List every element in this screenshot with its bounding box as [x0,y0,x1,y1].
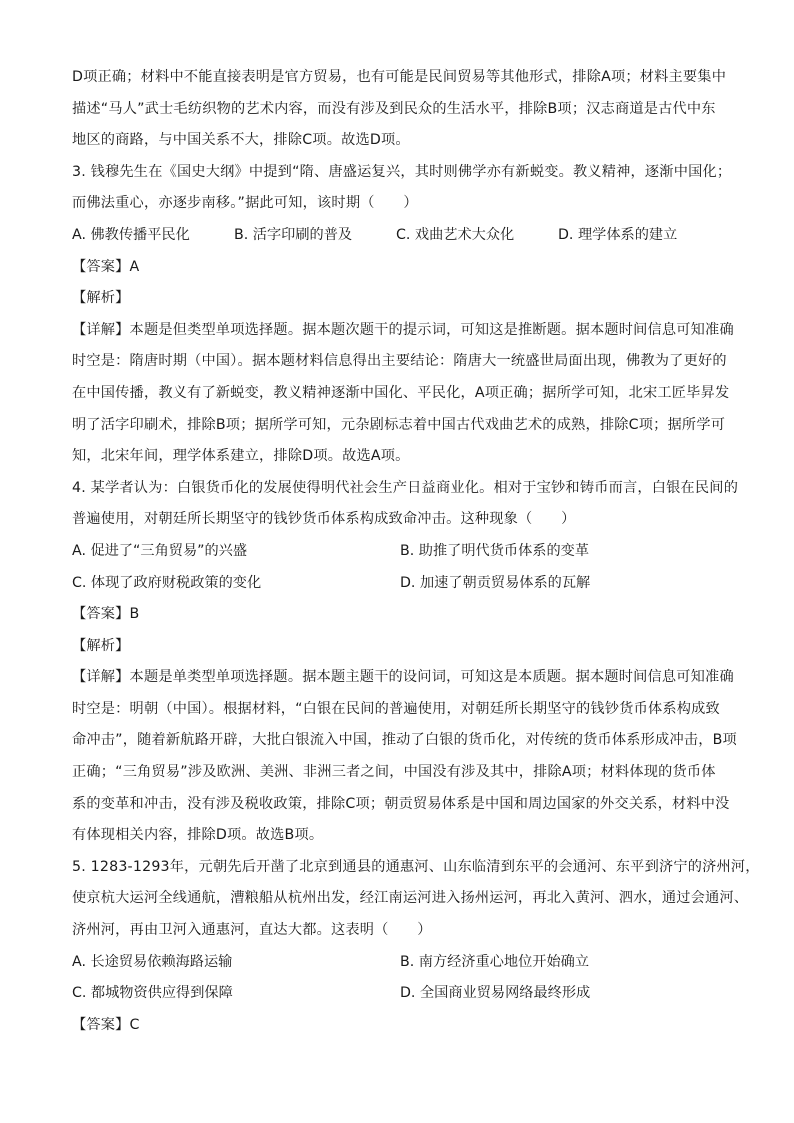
analysis-label: 【解析】 [72,290,130,307]
option-d: D. 加速了朝贡贸易体系的瓦解 [400,574,591,591]
question-4-stem: 4. 某学者认为：白银货币化的发展使得明代社会生产日益商业化。相对于宝钞和铸币而言，白银在民间的 [72,479,739,496]
answer-label: 【答案】B [72,606,140,623]
question-5-options-row [72,947,732,979]
text-line: D项正确；材料中不能直接表明是官方贸易，也有可能是民间贸易等其他形式，排除A项；材料主要集中 [72,69,727,85]
document-page [72,62,760,1041]
option-b: B. 助推了明代货币体系的变革 [400,542,590,559]
option-a: A. 佛教传播平民化 [72,226,190,243]
question-5-stem: 济州河，再由卫河入通惠河，直达大都。这表明（ ） [72,922,432,939]
analysis-line: 知，北宋年间，理学体系建立，排除D项。故选A项。 [72,448,410,465]
option-b: B. 活字印刷的普及 [234,226,353,243]
option-c: C. 体现了政府财税政策的变化 [72,574,262,591]
analysis-line: 时空是：隋唐时期（中国）。据本题材料信息得出主要结论：隋唐大一统盛世局面出现，佛教为了更好的 [72,353,727,370]
analysis-line: 时空是：明朝（中国）。根据材料，“白银在民间的普遍使用，对朝廷所长期坚守的钱钞货币体系构成致 [72,700,720,717]
option-c: C. 都城物资供应得到保障 [72,985,233,1002]
analysis-line: 明了活字印刷术，排除B项；据所学可知，元杂剧标志着中国古代戏曲艺术的成熟，排除C项；据所学可 [72,416,726,433]
text-line: 地区的商路，与中国关系不大，排除C项。故选D项。 [72,132,410,149]
question-4-options-row [72,568,732,600]
option-c: C. 戏曲艺术大众化 [396,226,515,243]
analysis-line: 正确；“三角贸易”涉及欧洲、美洲、非洲三者之间，中国没有涉及其中，排除A项；材料体现的货币体 [72,764,716,781]
question-4-options-row [72,536,732,568]
question-3-stem: 3. 钱穆先生在《国史大纲》中提到“隋、唐盛运复兴，其时则佛学亦有新蜕变。教义精神，逐渐中国化； [72,163,732,180]
question-3-stem: 而佛法重心，亦逐步南移。”据此可知，该时期（ ） [72,195,418,212]
text-line: 描述“马人”武士毛纺织物的艺术内容，而没有涉及到民众的生活水平，排除B项；汉志商道是古代中东 [72,100,716,117]
question-3-options [72,220,732,252]
option-b: B. 南方经济重心地位开始确立 [400,953,590,970]
analysis-line: 系的变革和冲击，没有涉及税收政策，排除C项；朝贡贸易体系是中国和周边国家的外交关系，材料中没 [72,795,730,812]
analysis-line: 【详解】本题是单类型单项选择题。据本题主题干的设问词，可知这是本质题。据本题时间信息可知准确 [72,669,734,686]
question-5-stem: 5. 1283-1293年，元朝先后开凿了北京到通县的通惠河、山东临清到东平的会通河、东平到济宁的济州河， [72,858,760,875]
analysis-line: 命冲击”，随着新航路开辟，大批白银流入中国，推动了白银的货币化，对传统的货币体系形成冲击，B项 [72,732,737,749]
question-5-stem: 使京杭大运河全线通航，漕粮船从杭州出发，经江南运河进入扬州运河，再北入黄河、泗水，通过会通河、 [72,890,749,907]
option-d: D. 全国商业贸易网络最终形成 [400,985,591,1002]
option-d: D. 理学体系的建立 [558,226,678,243]
analysis-line: 【详解】本题是但类型单项选择题。据本题次题干的提示词，可知这是推断题。据本题时间信息可知准确 [72,321,734,338]
analysis-line: 在中国传播，教义有了新蜕变，教义精神逐渐中国化、平民化，A项正确；据所学可知，北宋工匠毕昇发 [72,384,730,401]
analysis-line: 有体现相关内容，排除D项。故选B项。 [72,827,324,844]
option-a: A. 长途贸易依赖海路运输 [72,953,233,970]
answer-label: 【答案】C [72,1016,140,1033]
option-a: A. 促进了“三角贸易”的兴盛 [72,542,248,559]
answer-label: 【答案】A [72,258,140,275]
question-5-options-row [72,978,732,1010]
question-4-stem: 普遍使用，对朝廷所长期坚守的钱钞货币体系构成致命冲击。这种现象（ ） [72,511,576,528]
analysis-label: 【解析】 [72,637,130,654]
